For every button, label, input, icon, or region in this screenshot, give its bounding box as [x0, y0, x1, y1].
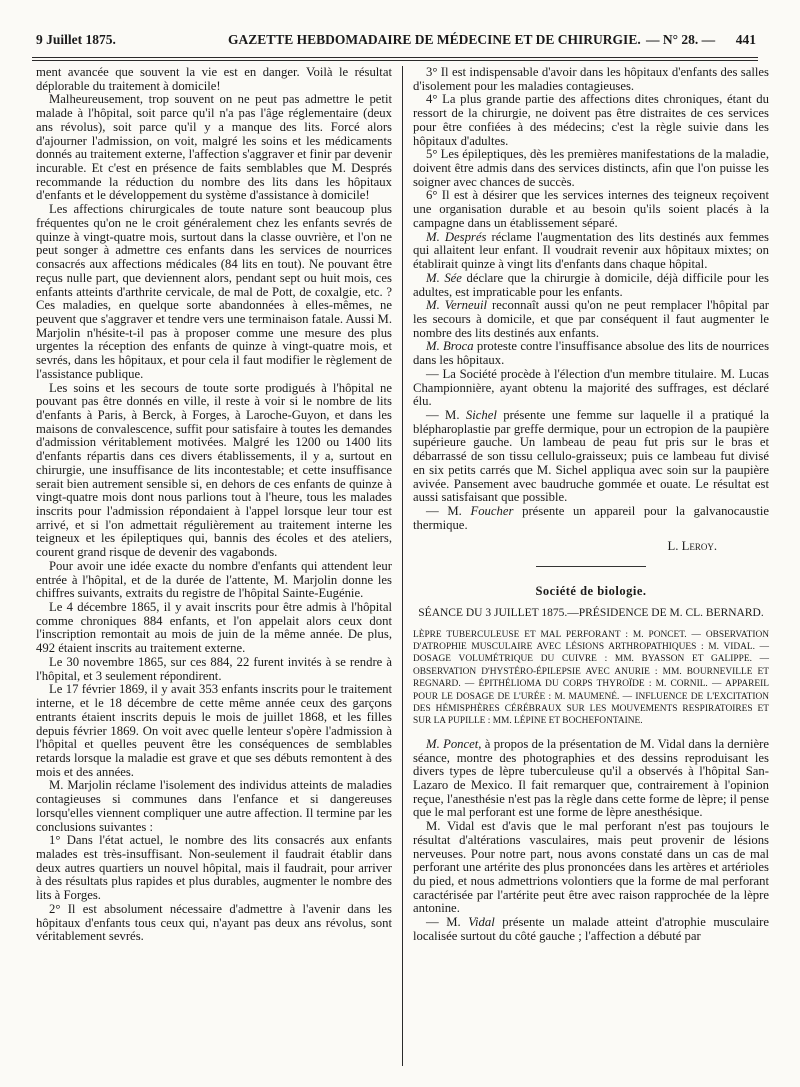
- election-paragraph: — La Société procède à l'élection d'un membre titulaire. M. Lucas Championnière, ayant obtenu la majorité des suffrages, est déclaré élu.: [413, 366, 769, 409]
- paragraph: M. Marjolin réclame l'isolement des individus atteints de maladies contagieuses si communes dans l'enfance et si dangereuses lorsqu'elles viennent compliquer une autre affection. Il termine par les conclusions suivantes :: [36, 778, 392, 834]
- poncet-paragraph: M. Poncet, à propos de la présentation de M. Vidal dans la dernière séance, montre des photographies et des dessins reproduisant les divers types de lèpre tuberculeuse qu'il a observés à l'hôpital San-Lazaro de Mexico. Il fait remarquer que, contrairement à l'opinion reçue, l'anesthésie n'est pas la règle dans cette forme de lèpre; il pense que le mal perforant est une forme de lèpre anesthésique.: [413, 736, 769, 820]
- section-divider: [536, 566, 646, 567]
- section-title: Société de biologie.: [535, 584, 647, 599]
- speaker-name: M. Verneuil: [426, 298, 488, 313]
- journal-title: GAZETTE HEBDOMADAIRE DE MÉDECINE ET DE CHIRURGIE.: [228, 32, 641, 47]
- header-rule-thin: [32, 60, 758, 61]
- paragraph: 3° Il est indispensable d'avoir dans les hôpitaux d'enfants des salles d'isolement pour les maladies contagieuses.: [413, 65, 769, 93]
- paragraph: 5° Les épileptiques, dès les premières manifestations de la maladie, doivent être admis dans des services distincts, afin que l'on puisse les soigner avec chances de succès.: [413, 147, 769, 189]
- paragraph: Le 4 décembre 1865, il y avait inscrits pour être admis à l'hôpital comme chroniques 884 enfants, et l'on appelait alors ceux dont l'inscription remontait au mois de juin de la même année. De plus, 492 étaient inscrits au traitement externe.: [36, 600, 392, 656]
- session-summary: LÈPRE TUBERCULEUSE ET MAL PERFORANT : M. PONCET. — OBSERVATION D'ATROPHIE MUSCULAIRE AVEC LÉSIONS ARTHROPATHIQUES : M. VIDAL. — DOSAGE VOLUMÉTRIQUE DU CUIVRE : MM. BYASSON ET GALIPPE. — OBSERVATION D'HYSTÉRO-ÉPILEPSIE AVEC ANURIE : MM. BOURNEVILLE ET REGNARD. — ÉPITHÉLIOMA DU CORPS THYROÏDE : M. CORNIL. — APPAREIL POUR LE DOSAGE DE L'URÉE : M. MAUMENÉ. — INFLUENCE DE L'EXCITATION DES HÉMISPHÈRES CÉRÉBRAUX SUR LES MOUVEMENTS RESPIRATOIRES ET SUR LA PUPILLE : MM. LÉPINE ET BOCHEFONTAINE.: [413, 629, 769, 727]
- speaker-name: Sichel: [465, 407, 497, 422]
- page-header: [30, 32, 756, 54]
- page-number: 441: [735, 32, 756, 47]
- paragraph: Malheureusement, trop souvent on ne peut pas admettre le petit malade à l'hôpital, soit parce qu'il n'a pas l'âge réglementaire (deux ans révolus), soit parce qu'il y a manque des lits. Forcé alors d'ajourner l'admission, on voit, malgré les soins et les médicaments donnés au traitement externe, l'affection s'aggraver et finir par devenir incurable. Et c'est en présence de faits semblables que M. Després recommande la réduction du nombre des lits dans les hôpitaux d'enfants et le développement du système d'assistance à domicile!: [36, 92, 392, 203]
- paragraph: Les affections chirurgicales de toute nature sont beaucoup plus fréquentes qu'on ne le croit généralement chez les enfants sevrés de quinze à vingt-quatre mois, surtout dans la classe ouvrière, et l'on ne peut songer à admettre ces enfants dans les services de nourrices consacrés aux affections médicales (84 lits en tout). Ne pouvant être reçus nulle part, que deviennent alors, pendant sept ou huit mois, ces enfants atteints d'arthrite cervicale, de mal de Pott, de coxalgie, etc. ? Ces maladies, en quelque sorte abandonnées à elles-mêmes, ne peuvent que s'aggraver et tendre vers une terminaison fatale. Aussi M. Marjolin n'hésite-t-il pas à proposer comme une mesure des plus urgentes la réception des enfants de quinze à vingt-quatre mois, et sevrés, dans les hôpitaux, et pour cela il faut modifier le règlement de l'assistance publique.: [36, 202, 393, 381]
- vidal-paragraph: M. Vidal est d'avis que le mal perforant n'est pas toujours le résultat d'altérations vasculaires, mais peut provenir de lésions nerveuses. Pour notre part, nous avons constaté dans un cas de mal perforant une artérite des plus prononcées dans les artères et artérioles du pied, et nous admettrions volontiers que la forme de mal perforant caractérisée par l'artérite peut être avec raison rapprochée de la lèpre antonine.: [413, 819, 769, 916]
- intervention: M. Broca proteste contre l'insuffisance absolue des lits de nourrices dans les hôpitaux.: [413, 339, 770, 368]
- issue-number: — N° 28. —: [646, 32, 716, 47]
- right-column: [413, 66, 769, 944]
- speaker-name: M. Sée: [426, 270, 462, 285]
- paragraph: Le 17 février 1869, il y avait 353 enfants inscrits pour le traitement interne, et le 18 décembre de cette même année ceux des garçons entrants étaient inscrits depuis le mois de juillet 1868, et les filles depuis février 1869. On voit avec quelle lenteur s'opère l'admission à l'hôpital et quelles peuvent être les conséquences de semblables retards lorsque la maladie est grave et que ses débuts remontent à des mois et des années.: [36, 682, 392, 779]
- paragraph: 2° Il est absolument nécessaire d'admettre à l'avenir dans les hôpitaux d'enfants tous ceux qui, n'ayant pas deux ans révolus, sont véritablement sevrés.: [36, 901, 392, 944]
- speaker-name: M. Després: [426, 229, 487, 244]
- speaker-name: Vidal: [468, 915, 495, 930]
- vidal2-paragraph: — M. Vidal présente un malade atteint d'atrophie musculaire localisée surtout du côté gauche ; l'affection a débuté par: [413, 915, 770, 943]
- paragraph: 6° Il est à désirer que les services internes des teigneux reçoivent une organisation durable et au besoin qu'ils soient placés à la campagne dans un établissement séparé.: [413, 188, 769, 230]
- paragraph: 1° Dans l'état actuel, le nombre des lits consacrés aux enfants malades est très-insuffisant. Non-seulement il faudrait établir dans deux autres quartiers un nouvel hôpital, mais il faudrait, pour arriver à des résultats plus rapides et plus durables, augmenter le nombre des lits à Forges.: [36, 833, 392, 903]
- paragraph: ment avancée que souvent la vie est en danger. Voilà le résultat déplorable du traitement à domicile!: [36, 65, 392, 93]
- speaker-name: Foucher: [470, 504, 514, 518]
- paragraph: Le 30 novembre 1865, sur ces 884, 22 furent invités à se rendre à l'hôpital, et 3 seulement répondirent.: [36, 654, 392, 683]
- issue-date: 9 Juillet 1875.: [36, 32, 116, 47]
- paragraph: Pour avoir une idée exacte du nombre d'enfants qui attendent leur entrée à l'hôpital, et de la durée de l'attente, M. Marjolin donne les chiffres suivants, extraits du registre de l'hôpital Sainte-Eugénie.: [36, 558, 392, 601]
- intervention: M. Sée déclare que la chirurgie à domicile, déjà difficile pour les adultes, est impraticable pour les enfants.: [413, 270, 769, 299]
- intervention: M. Després réclame l'augmentation des lits destinés aux femmes qui allaitent leur enfant. Il voudrait revenir aux hôpitaux mixtes; on établirait quinze à vingt lits d'enfants dans chaque hôpital.: [413, 229, 769, 272]
- paragraph: Les soins et les secours de toute sorte prodigués à l'hôpital ne pouvant pas être donnés en ville, il reste à voir si le nombre de lits d'enfants à Paris, à Berck, à Forges, à Laroche-Guyon, et dans les maisons de convalescence, suffit pour satisfaire à toutes les demandes d'admission véritablement motivées. Malgré les 1200 ou 1400 lits d'enfants répartis dans ces divers établissements, il y a, surtout en chirurgie, une insuffisance de lits incontestable; et cette insuffisance serait bien autrement sensible si, en dehors de ces enfants de quinze à vingt-quatre mois dont nous parlions tout à l'heure, tous les malades inscrits pour l'admission répondaient à l'appel lorsque leur tour est arrivé, et si l'on admettait régulièrement au traitement interne les teigneux et les épileptiques qui, bannis des écoles et des ateliers, courent grand risque de devenir des vagabonds.: [36, 380, 392, 560]
- intervention: M. Verneuil reconnaît aussi qu'on ne peut remplacer l'hôpital par les secours à domicile, et que par conséquent il faut augmenter le nombre des lits destinés aux enfants.: [413, 298, 769, 340]
- speaker-name: M. Broca: [426, 339, 474, 354]
- left-column: [36, 66, 392, 944]
- sichel-paragraph: — M. Sichel présente une femme sur laquelle il a pratiqué la blépharoplastie par greffe dermique, pour un ectropion de la paupière supérieure gauche. Un lambeau de peau fut pris sur le bras et débarrassé de son tissu cellulo-graisseux; puis ce lambeau fut divisé en six petits carrés que M. Sichel appliqua avec soin sur la paupière avivée. Pansement avec baudruche gommée et ouate. Le résultat est aussi satisfaisant que possible.: [413, 407, 769, 505]
- signature: L. Leroy.: [667, 539, 717, 554]
- speaker-name: M. Poncet,: [426, 736, 482, 751]
- column-divider: [402, 66, 403, 1066]
- header-rule: [32, 57, 758, 58]
- foucher-paragraph: — M. Foucher présente un appareil pour la galvanocaustie thermique.: [413, 504, 769, 532]
- paragraph: 4° La plus grande partie des affections dites chroniques, étant du ressort de la chirurgie, ne doivent pas être distraites de ces services pour être confiées à des médecins; c'est la règle suivie dans les hôpitaux d'adultes.: [413, 92, 769, 148]
- seance-heading: SÉANCE DU 3 JUILLET 1875.—PRÉSIDENCE DE M. CL. BERNARD.: [418, 606, 764, 619]
